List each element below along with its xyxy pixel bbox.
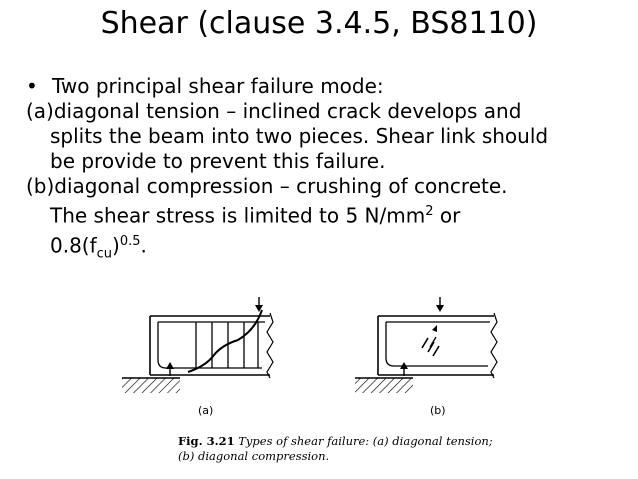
formula-end: . [140,233,147,258]
beam-diagonal-compression [378,313,497,378]
caption-line-2: (b) diagonal compression. [178,449,330,463]
load-arrow-b [432,297,444,332]
figure-label-b: (b) [430,404,446,417]
figure-number: Fig. 3.21 [178,434,235,448]
bullet-text: Two principal shear failure mode: [52,74,384,98]
item-a-line-3: be provide to prevent this failure. [50,149,386,173]
caption-line-1: Types of shear failure: (a) diagonal tension; [234,434,493,448]
subscript-cu: cu [96,246,113,262]
item-b-line-2-end: or [433,203,461,228]
figure-caption [178,434,638,464]
support-b [355,362,413,393]
formula-close: ) [112,233,120,258]
inclined-crack [188,310,262,372]
slide-title: Shear (clause 3.4.5, BS8110) [100,6,538,41]
item-a-line-2: splits the beam into two pieces. Shear link should [50,124,549,148]
formula-start: 0.8(f [50,233,97,258]
item-a-line-1: (a)diagonal tension – inclined crack develops and [26,99,522,123]
superscript-2: 2 [425,204,434,219]
superscript-exponent: 0.5 [119,233,141,249]
bullet-icon: • [26,74,38,98]
item-b-line-2-text: The shear stress is limited to 5 N/mm [50,203,426,228]
load-arrow-a [255,297,263,312]
item-b-line-1: (b)diagonal compression – crushing of concrete. [26,174,508,198]
support-a [122,362,180,393]
figure-label-a: (a) [198,404,214,417]
